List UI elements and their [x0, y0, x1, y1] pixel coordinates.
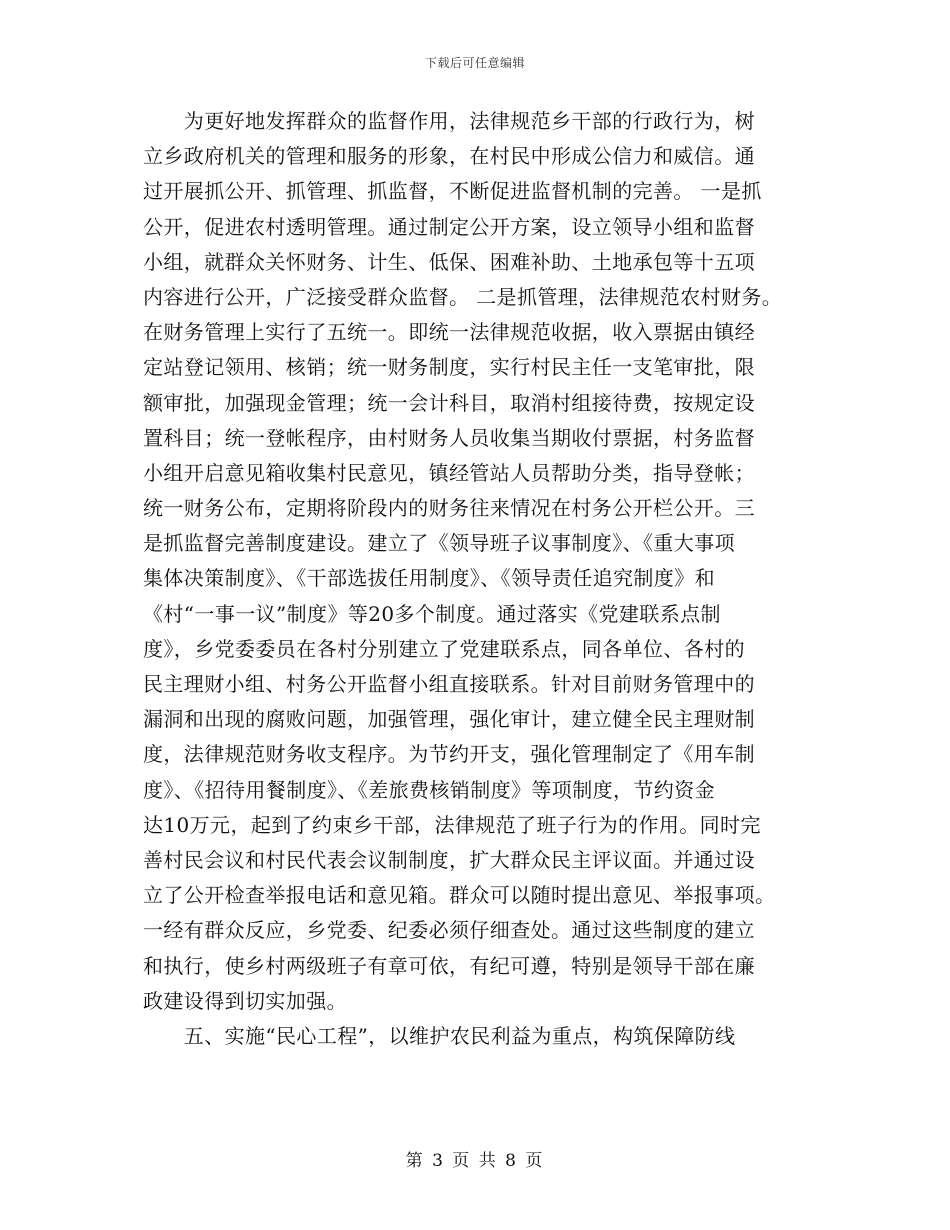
text-line: 和执行，使乡村两级班子有章可依，有纪可遵，特别是领导干部在廉: [143, 953, 755, 978]
text-line: 达10万元，起到了约束乡干部，法律规范了班子行为的作用。同时完: [143, 812, 761, 837]
text-line: 一经有群众反应，乡党委、纪委必须仔细查处。通过这些制度的建立: [143, 918, 755, 943]
page-header: 下载后可任意编辑: [424, 56, 525, 70]
text-line: 度》、《招待用餐制度》、《差旅费核销制度》等项制度，节约资金: [143, 777, 715, 802]
text-line: 立了公开检查举报电话和意见箱。群众可以随时提出意见、举报事项。: [143, 883, 776, 908]
text-line: 公开，促进农村透明管理。通过制定公开方案，设立领导小组和监督: [143, 214, 755, 239]
text-line: 小组开启意见箱收集村民意见，镇经管站人员帮助分类，指导登帐；: [143, 460, 755, 485]
text-line: 小组，就群众关怀财务、计生、低保、困难补助、土地承包等十五项: [143, 249, 755, 274]
text-line: 度》，乡党委委员在各村分别建立了党建联系点，同各单位、各村的: [143, 636, 745, 661]
text-line: 额审批，加强现金管理；统一会计科目，取消村组接待费，按规定设: [143, 390, 755, 415]
body-text: [143, 104, 833, 1054]
text-line: 集体决策制度》、《干部选拔任用制度》、《领导责任追究制度》和: [143, 566, 715, 591]
text-line: 立乡政府机关的管理和服务的形象，在村民中形成公信力和威信。通: [143, 144, 755, 169]
text-line: 是抓监督完善制度建设。建立了《领导班子议事制度》、《重大事项: [143, 531, 735, 556]
text-line: 漏洞和出现的腐败问题，加强管理，强化审计，建立健全民主理财制: [143, 707, 755, 732]
text-line: 置科目；统一登帐程序，由村财务人员收集当期收付票据，村务监督: [143, 425, 755, 450]
text-line: 民主理财小组、村务公开监督小组直接联系。针对目前财务管理中的: [143, 672, 755, 696]
text-line: 政建设得到切实加强。: [143, 988, 347, 1013]
text-line: 《村“一事一议”制度》等20多个制度。通过落实《党建联系点制: [143, 601, 721, 626]
text-line: 为更好地发挥群众的监督作用，法律规范乡干部的行政行为，树: [143, 109, 755, 133]
text-line: 过开展抓公开、抓管理、抓监督，不断促进监督机制的完善。 一是抓: [143, 179, 762, 204]
text-line: 五、实施“民心工程”，以维护农民利益为重点，构筑保障防线: [143, 1023, 736, 1048]
text-line: 善村民会议和村民代表会议制制度，扩大群众民主评议面。并通过设: [143, 847, 755, 872]
text-line: 内容进行公开，广泛接受群众监督。 二是抓管理，法律规范农村财务。: [143, 284, 783, 309]
text-line: 在财务管理上实行了五统一。即统一法律规范收据，收入票据由镇经: [143, 320, 755, 345]
text-line: 度，法律规范财务收支程序。为节约开支，强化管理制定了《用车制: [143, 742, 755, 767]
text-line: 统一财务公布，定期将阶段内的财务往来情况在村务公开栏公开。三: [143, 496, 755, 521]
page-footer: 第 3 页 共 8 页: [405, 1151, 545, 1171]
text-line: 定站登记领用、核销；统一财务制度，实行村民主任一支笔审批，限: [143, 355, 755, 380]
